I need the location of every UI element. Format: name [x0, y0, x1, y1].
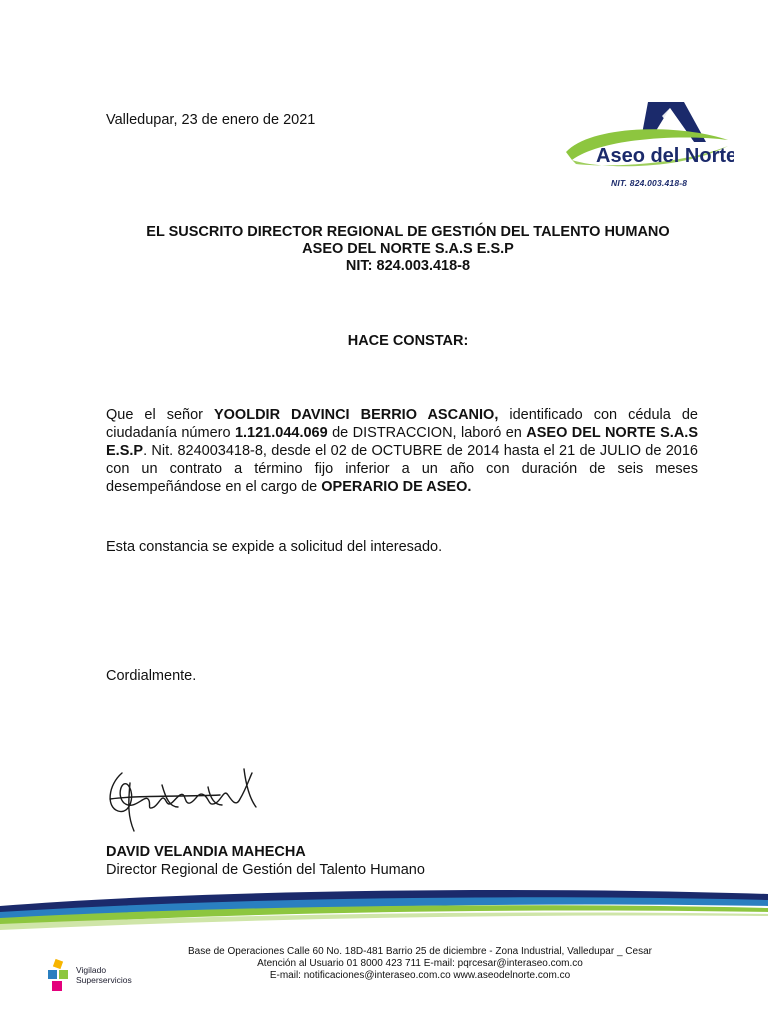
job-position: OPERARIO DE ASEO. [321, 479, 472, 495]
certificate-body [106, 406, 698, 496]
closing-text: Cordialmente. [106, 668, 197, 684]
company-name: ASEO DEL NORTE S.A.S E.S.P [106, 425, 698, 459]
employee-name: YOOLDIR DAVINCI BERRIO ASCANIO, [213, 407, 499, 423]
cedula-number: 1.121.044.069 [234, 425, 328, 441]
document-date: Valledupar, 23 de enero de 2021 [106, 112, 316, 128]
footer-email-web: E-mail: notificaciones@interaseo.com.co www.aseodelnorte.com.co [269, 970, 571, 981]
hace-constar-heading: HACE CONSTAR: [347, 333, 469, 349]
vigilado-line-1: Vigilado [76, 965, 107, 975]
heading-line-2: ASEO DEL NORTE S.A.S E.S.P [302, 241, 514, 257]
footer-user-service: Atención al Usuario 01 8000 423 711 E-mail: pqrcesar@interaseo.com.co [257, 958, 583, 969]
esta-constancia-text: Esta constancia se expide a solicitud del interesado. [106, 539, 443, 555]
body-text-1: Que el señor [106, 407, 214, 423]
footer-address: Base de Operaciones Calle 60 No. 18D-481 Barrio 25 de diciembre - Zona Industrial, Valledupar _ Cesar [188, 946, 652, 957]
body-text-2: identificado con cédula de ciudadanía número [106, 407, 698, 441]
footer-decorative-band [0, 876, 768, 936]
signer-name: DAVID VELANDIA MAHECHA [106, 844, 306, 860]
superservicios-icon [46, 958, 74, 994]
logo-nit: NIT. 824.003.418-8 [611, 178, 688, 188]
vigilado-text [76, 965, 132, 985]
body-text-3: de DISTRACCION, laboró en [327, 425, 527, 441]
vigilado-superservicios-logo [46, 958, 156, 998]
heading-line-1: EL SUSCRITO DIRECTOR REGIONAL DE GESTIÓN DEL TALENTO HUMANO [146, 224, 670, 240]
vigilado-line-2: Superservicios [76, 975, 132, 985]
handwritten-signature [100, 755, 270, 845]
footer-contact [150, 946, 690, 982]
signer-title: Director Regional de Gestión del Talento Humano [106, 862, 425, 878]
aseo-del-norte-logo [562, 94, 734, 194]
body-text-4: . Nit. 824003418-8, desde el 02 de OCTUBRE de 2014 hasta el 21 de JULIO de 2016 con un contrato a término fijo inferior a un año con duración de seis meses desempeñándose en el cargo de [106, 443, 698, 495]
svg-text:Aseo del Norte: Aseo del Norte [596, 145, 734, 167]
heading-line-3: NIT: 824.003.418-8 [345, 258, 471, 274]
